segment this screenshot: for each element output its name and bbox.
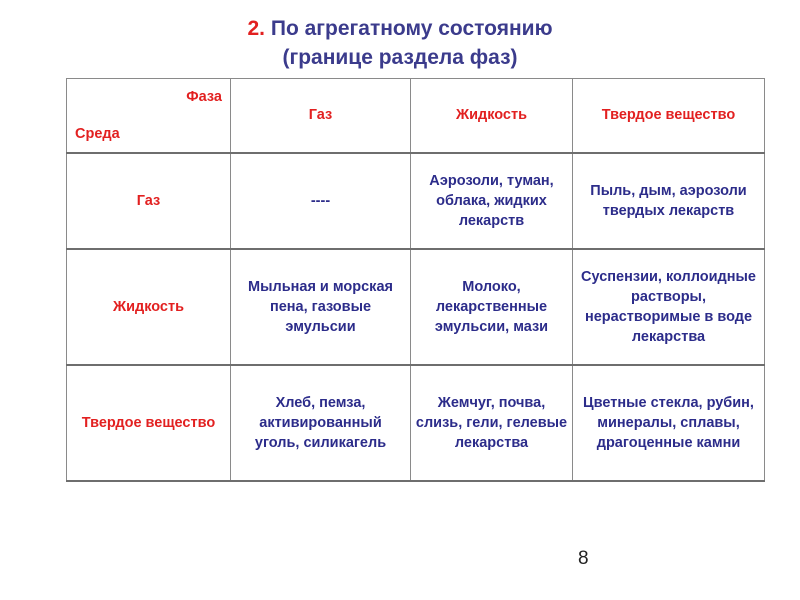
row-header-solid: Твердое вещество xyxy=(67,365,231,481)
classification-table xyxy=(66,78,765,482)
corner-phase-label: Фаза xyxy=(186,89,222,105)
corner-medium-label: Среда xyxy=(75,125,120,142)
column-header-gas: Газ xyxy=(231,79,411,153)
cell-liquid-gas: Мыльная и морская пена, газовые эмульсии xyxy=(231,249,411,365)
cell-liquid-liquid: Молоко, лекарственные эмульсии, мази xyxy=(411,249,573,365)
slide-title xyxy=(0,14,800,72)
cell-solid-liquid: Жемчуг, почва, слизь, гели, гелевые лекарства xyxy=(411,365,573,481)
cell-gas-liquid: Аэрозоли, туман, облака, жидких лекарств xyxy=(411,153,573,249)
page-number: 8 xyxy=(578,548,589,569)
title-text: По агрегатному состоянию xyxy=(270,17,553,40)
cell-gas-solid: Пыль, дым, аэрозоли твердых лекарств xyxy=(573,153,765,249)
table-row xyxy=(67,153,765,249)
cell-liquid-solid: Суспензии, коллоидные растворы, нерастворимые в воде лекарства xyxy=(573,249,765,365)
row-header-liquid: Жидкость xyxy=(67,249,231,365)
header-row xyxy=(67,79,765,153)
row-header-gas: Газ xyxy=(67,153,231,249)
table-row xyxy=(67,249,765,365)
column-header-liquid: Жидкость xyxy=(411,79,573,153)
table-row xyxy=(67,365,765,481)
cell-solid-solid: Цветные стекла, рубин, минералы, сплавы, драгоценные камни xyxy=(573,365,765,481)
cell-gas-gas: ---- xyxy=(231,153,411,249)
title-line-2: (границе раздела фаз) xyxy=(282,46,518,69)
cell-solid-gas: Хлеб, пемза, активированный уголь, силикагель xyxy=(231,365,411,481)
corner-cell xyxy=(67,79,231,153)
title-line-1 xyxy=(0,14,800,43)
title-number: 2. xyxy=(247,17,265,40)
column-header-solid: Твердое вещество xyxy=(573,79,765,153)
